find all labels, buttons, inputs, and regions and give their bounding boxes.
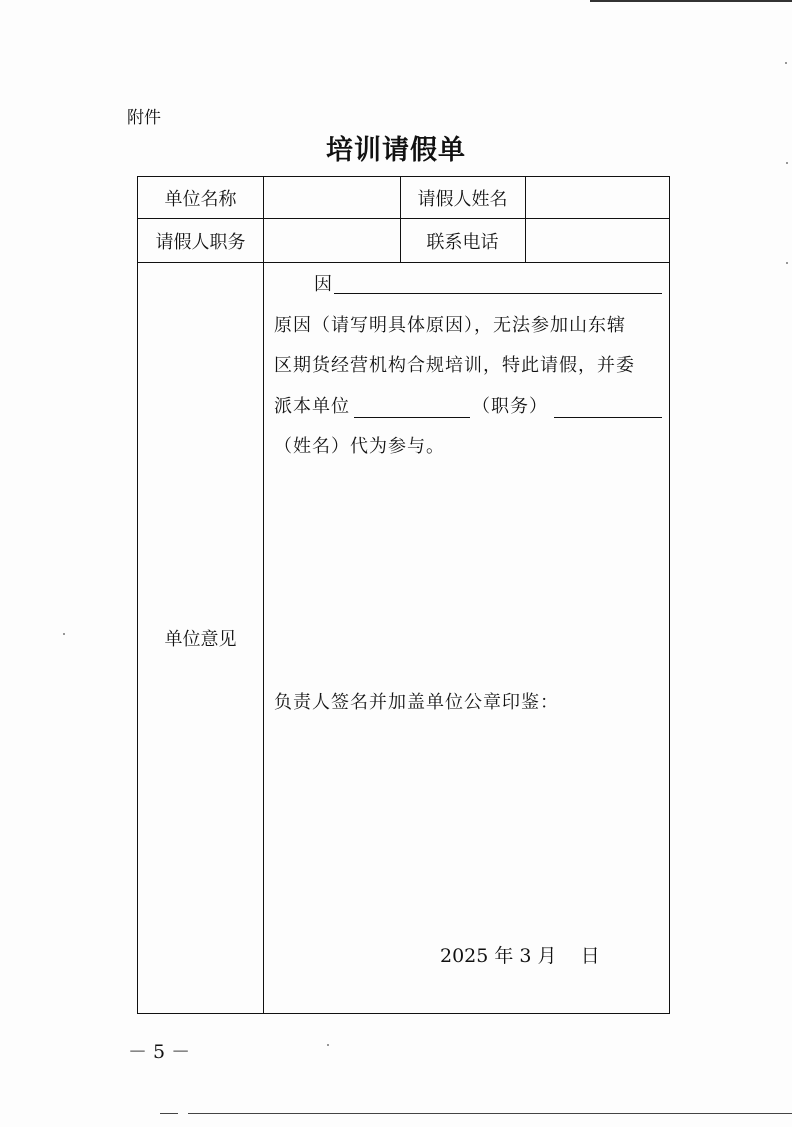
scan-speck <box>785 62 787 64</box>
requester-name-label: 请假人姓名 <box>417 188 508 210</box>
scan-speck <box>786 162 788 164</box>
scan-speck <box>327 1044 329 1046</box>
reason-text-line-2: 原因（请写明具体原因），无法参加山东辖 <box>274 315 626 336</box>
reason-text-line-3: 区期货经营机构合规培训，特此请假，并委 <box>274 355 635 376</box>
name-paren-text: （姓名）代为参与。 <box>274 436 445 457</box>
requester-name-field[interactable] <box>526 177 669 218</box>
page-number: － 5 － <box>128 1041 191 1063</box>
delegate-name-blank[interactable] <box>554 417 662 418</box>
scan-speck <box>63 633 65 635</box>
signature-prompt: 负责人签名并加盖单位公章印鉴： <box>274 692 559 713</box>
delegate-prefix: 派本单位 <box>274 396 350 417</box>
unit-name-label: 单位名称 <box>164 188 237 210</box>
leave-request-form <box>137 176 670 1014</box>
bottom-edge-rule <box>188 1113 792 1114</box>
position-paren: （职务） <box>472 396 548 417</box>
bottom-edge-rule <box>160 1113 178 1114</box>
requester-position-field[interactable] <box>264 219 400 262</box>
top-edge-rule <box>590 0 792 2</box>
unit-opinion-label: 单位意见 <box>164 629 237 650</box>
scan-speck <box>786 262 788 264</box>
reason-prefix: 因 <box>314 274 333 295</box>
form-date: 2025 年 3 月 日 <box>440 945 600 967</box>
unit-name-field[interactable] <box>264 177 400 218</box>
column-divider <box>263 177 264 1013</box>
reason-blank-line[interactable] <box>334 293 662 294</box>
delegate-position-blank[interactable] <box>354 417 470 418</box>
attachment-label: 附件 <box>127 108 161 128</box>
phone-field[interactable] <box>526 219 669 262</box>
phone-label: 联系电话 <box>426 231 499 253</box>
form-title: 培训请假单 <box>326 135 466 166</box>
requester-position-label: 请假人职务 <box>155 231 246 253</box>
